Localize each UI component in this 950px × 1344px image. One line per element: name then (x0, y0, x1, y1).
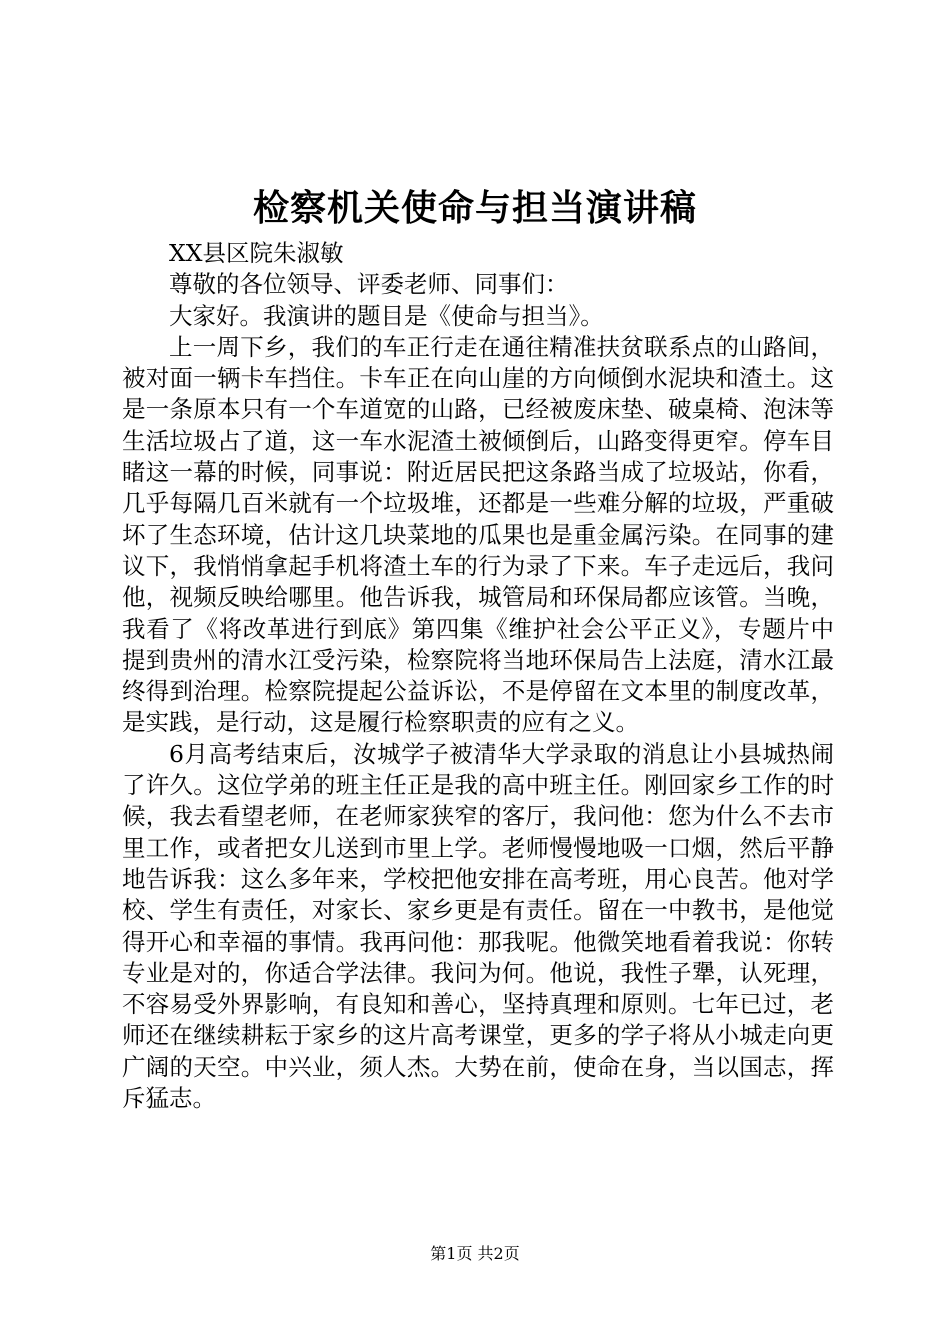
author-line: XX县区院朱淑敏 (169, 239, 344, 267)
page-footer: 第1页 共2页 (430, 1244, 520, 1263)
document-title: 检察机关使命与担当演讲稿 (252, 187, 697, 229)
document-body (122, 238, 834, 1114)
salutation: 尊敬的各位领导、评委老师、同事们： (169, 270, 569, 299)
body-paragraph: 6月高考结束后，汝城学子被清华大学录取的消息让小县城热闹了许久。这位学弟的班主任正是我的高中班主任。刚回家乡工作的时候，我去看望老师，在老师家狭窄的客厅，我问他：您为什么不去市里工作，或者把女儿送到市里上学。老师慢慢地吸一口烟，然后平静地告诉我：这么多年来，学校把他安排在高考班，用心良苦。他对学校、学生有责任，对家长、家乡更是有责任。留在一中教书，是他觉得开心和幸福的事情。我再问他：那我呢。他微笑地看着我说：你转专业是对的，你适合学法律。我问为何。他说，我性子犟，认死理，不容易受外界影响，有良知和善心，坚持真理和原则。七年已过，老师还在继续耕耘于家乡的这片高考课堂，更多的学子将从小城走向更广阔的天空。中兴业，须人杰。大势在前，使命在身，当以国志，挥斥猛志。 (122, 739, 834, 1113)
body-paragraph: 上一周下乡，我们的车正行走在通往精准扶贫联系点的山路间，被对面一辆卡车挡住。卡车正在向山崖的方向倾倒水泥块和渣土。这是一条原本只有一个车道宽的山路，已经被废床垫、破桌椅、泡沫等生活垃圾占了道，这一车水泥渣土被倾倒后，山路变得更窄。停车目睹这一幕的时候，同事说：附近居民把这条路当成了垃圾站，你看，几乎每隔几百米就有一个垃圾堆，还都是一些难分解的垃圾，严重破坏了生态环境，估计这几块菜地的瓜果也是重金属污染。在同事的建议下，我悄悄拿起手机将渣土车的行为录了下来。车子走远后，我问他，视频反映给哪里。他告诉我，城管局和环保局都应该管。当晚，我看了《将改革进行到底》第四集《维护社会公平正义》，专题片中提到贵州的清水江受污染，检察院将当地环保局告上法庭，清水江最终得到治理。检察院提起公益诉讼，不是停留在文本里的制度改革，是实践，是行动，这是履行检察职责的应有之义。 (122, 332, 834, 737)
opening-line: 大家好。我演讲的题目是《使命与担当》。 (169, 301, 604, 330)
